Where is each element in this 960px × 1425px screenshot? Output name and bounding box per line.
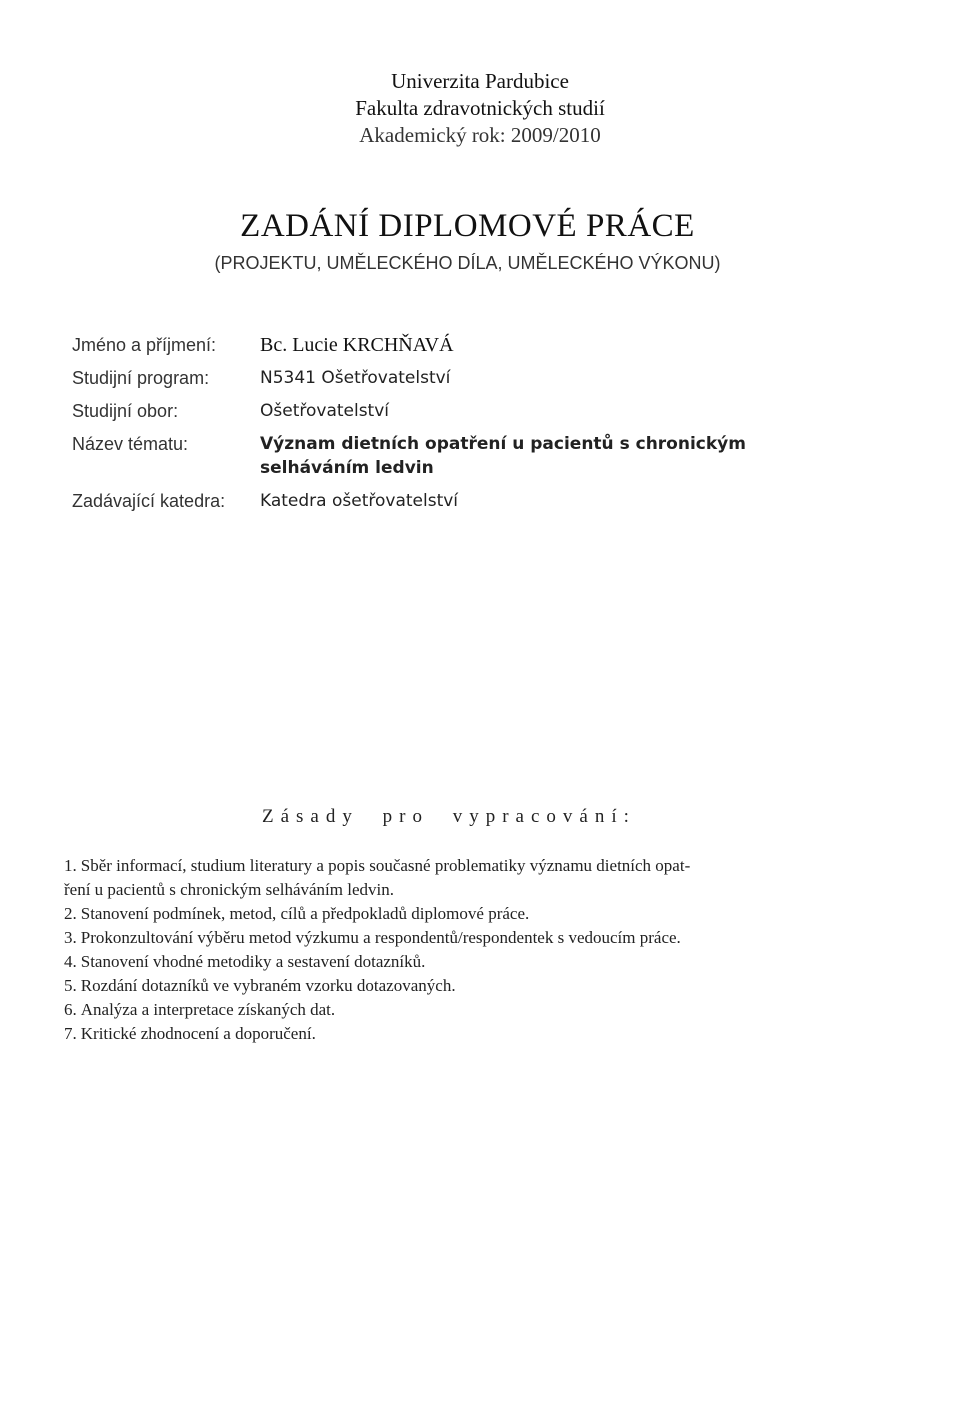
list-item-text: Sběr informací, studium literatury a popis současné problematiky významu dietních opat- [80,856,691,875]
list-item-1-line2: ření u pacientů s chronickým selháváním ledvin. [64,880,394,899]
guidelines-list [64,854,884,1046]
field-value: Ošetřovatelství [260,401,390,421]
topic-value-line1: Význam dietních opatření u pacientů s chronickým [260,434,746,454]
list-item-number: 5. [64,976,77,995]
topic-value-line2: selháváním ledvin [260,458,434,478]
academic-year: Akademický rok: 2009/2010 [359,123,601,147]
info-row-topic [72,432,800,480]
department-value: Katedra ošetřovatelství [260,491,459,511]
info-row-name [72,333,800,357]
list-item-number: 1. [64,856,77,875]
list-item-text: Rozdání dotazníků ve vybraném vzorku dotazovaných. [80,976,456,995]
list-item-number: 4. [64,952,77,971]
student-info [72,333,800,522]
university-name: Univerzita Pardubice [391,69,569,93]
list-item-text: Analýza a interpretace získaných dat. [80,1000,336,1019]
list-item-text: Stanovení podmínek, metod, cílů a předpokladů diplomové práce. [80,904,530,923]
list-item-1-line1 [64,854,874,878]
document-title: ZADÁNÍ DIPLOMOVÉ PRÁCE [240,208,695,244]
topic-value [260,432,800,480]
field-label: Studijní obor: [72,401,179,421]
list-item-text: Prokonzultování výběru metod výzkumu a respondentů/respondentek s vedoucím práce. [80,928,681,947]
name-value: Bc. Lucie KRCHŇAVÁ [260,334,454,356]
list-item [64,950,884,974]
list-item [64,1022,884,1046]
program-value: N5341 Ošetřovatelství [260,368,451,388]
list-item-number: 6. [64,1000,77,1019]
document-subtitle: (PROJEKTU, UMĚLECKÉHO DÍLA, UMĚLECKÉHO VÝKONU) [214,253,721,273]
name-label: Jméno a příjmení: [72,335,217,355]
topic-label: Název tématu: [72,434,189,454]
list-item [64,902,884,926]
list-item-text: Kritické zhodnocení a doporučení. [80,1024,316,1043]
title-block [0,206,935,276]
info-row-program [72,366,800,390]
list-item [64,998,884,1022]
list-item-text: Stanovení vhodné metodiky a sestavení dotazníků. [80,952,426,971]
list-item-number: 2. [64,904,77,923]
document-header [0,68,960,149]
guidelines-word-2: pro [382,806,429,827]
list-item [64,926,884,950]
info-row-department [72,489,800,513]
guidelines-word-3: vypracování: [452,806,636,827]
list-item-number: 3. [64,928,77,947]
list-item-number: 7. [64,1024,77,1043]
list-item [64,974,884,998]
list-item [64,854,884,902]
guidelines-heading [262,806,636,828]
program-label: Studijní program: [72,368,210,388]
guidelines-word-1: Zásady [262,806,359,827]
department-label: Zadávající katedra: [72,491,226,511]
info-row-field [72,399,800,423]
faculty-name: Fakulta zdravotnických studií [355,96,605,120]
